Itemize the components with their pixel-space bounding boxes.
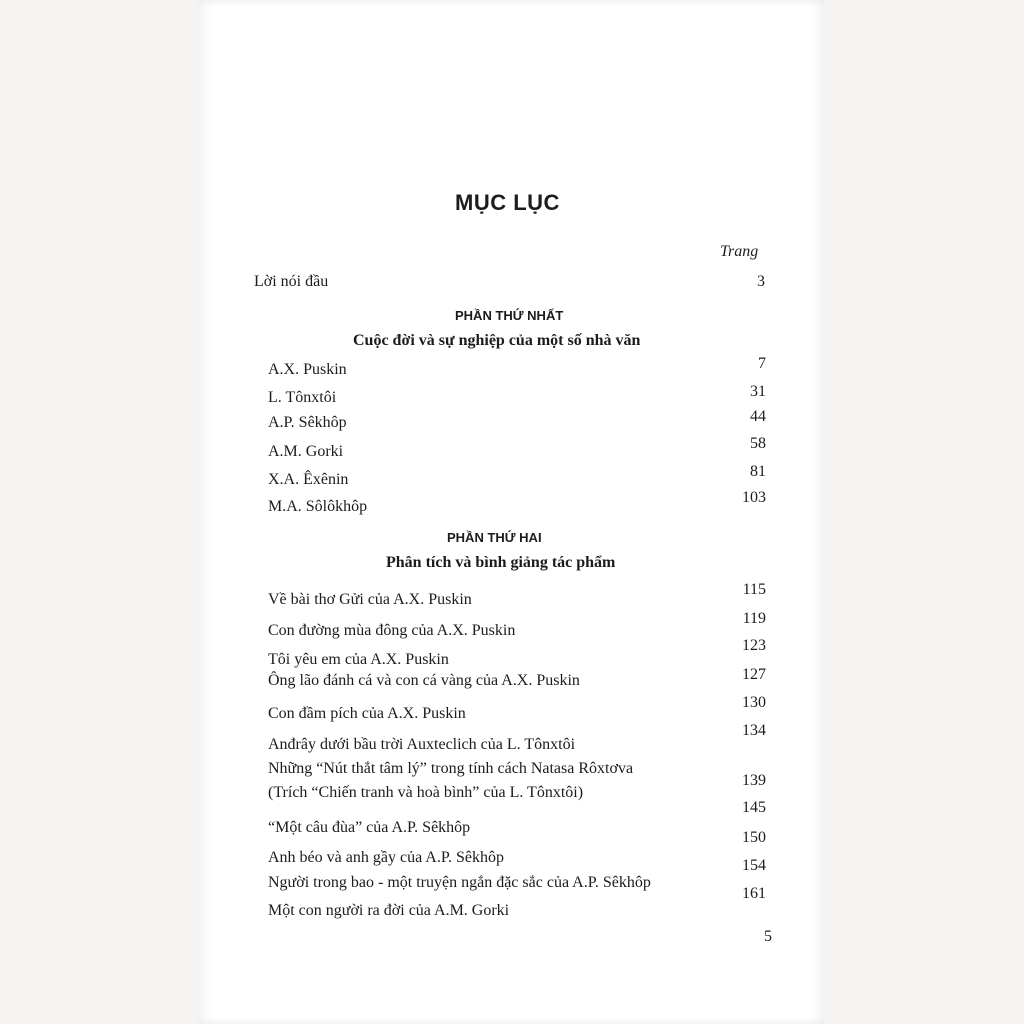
preface-title: Lời nói đầu (254, 273, 329, 290)
toc-entry-title: Con đầm pích của A.X. Puskin (268, 705, 466, 722)
page-title: MỤC LỤC (455, 190, 560, 215)
toc-entry-page: 103 (742, 489, 766, 506)
toc-entry-title: L. Tônxtôi (268, 389, 337, 406)
toc-entry-title: A.P. Sêkhôp (268, 414, 347, 431)
toc-entry-page: 127 (742, 666, 766, 683)
toc-entry-page: 150 (742, 829, 766, 846)
toc-entry-title: M.A. Sôlôkhôp (268, 498, 368, 515)
toc-entry-title: Một con người ra đời của A.M. Gorki (268, 902, 510, 919)
toc-entry-page: 7 (758, 355, 766, 372)
toc-entry-page: 130 (742, 694, 766, 711)
toc-entry-title: Tôi yêu em của A.X. Puskin (268, 651, 449, 668)
toc-entry-page: 139 (742, 772, 766, 789)
part-2-heading: PHẦN THỨ HAI (447, 530, 542, 545)
toc-entry-title: A.X. Puskin (268, 361, 347, 378)
toc-entry-page: 81 (750, 463, 766, 480)
toc-entry-page: 58 (750, 435, 766, 452)
toc-entry-title: Người trong bao - một truyện ngắn đặc sắc của A.P. Sêkhôp (268, 874, 651, 891)
toc-entry-page: 31 (750, 383, 766, 400)
part-1-subheading: Cuộc đời và sự nghiệp của một số nhà văn (353, 332, 641, 349)
toc-entry-page: 123 (742, 637, 766, 654)
part-1-heading: PHẦN THỨ NHẤT (455, 308, 564, 323)
toc-entry-page: 44 (750, 408, 766, 425)
toc-entry-page: 119 (742, 610, 766, 627)
page-column-label: Trang (720, 243, 759, 260)
part-2-subheading: Phân tích và bình giảng tác phẩm (386, 554, 616, 571)
preface-page: 3 (757, 273, 765, 290)
toc-entry-page: 161 (742, 885, 766, 902)
toc-entry-page: 115 (742, 581, 766, 598)
toc-entry-title: “Một câu đùa” của A.P. Sêkhôp (268, 819, 471, 836)
toc-entry-title: Con đường mùa đông của A.X. Puskin (268, 622, 516, 639)
toc-entry-page: 154 (742, 857, 766, 874)
toc-entry-page: 134 (742, 722, 766, 739)
toc-entry-title: (Trích “Chiến tranh và hoà bình” của L. Tônxtôi) (268, 784, 584, 801)
page-number: 5 (764, 928, 772, 945)
toc-entry-title: Về bài thơ Gửi của A.X. Puskin (268, 591, 472, 608)
toc-entry-title: Những “Nút thắt tâm lý” trong tính cách Natasa Rôxtơva (268, 760, 634, 777)
toc-entry-title: X.A. Êxênin (268, 471, 349, 488)
toc-entry-page: 145 (742, 799, 766, 816)
toc-entry-title: Ông lão đánh cá và con cá vàng của A.X. Puskin (268, 672, 580, 689)
toc-entry-title: A.M. Gorki (268, 443, 344, 460)
toc-entry-title: Anđrây dưới bầu trời Auxteclich của L. Tônxtôi (268, 736, 576, 753)
toc-entry-title: Anh béo và anh gầy của A.P. Sêkhôp (268, 849, 504, 866)
